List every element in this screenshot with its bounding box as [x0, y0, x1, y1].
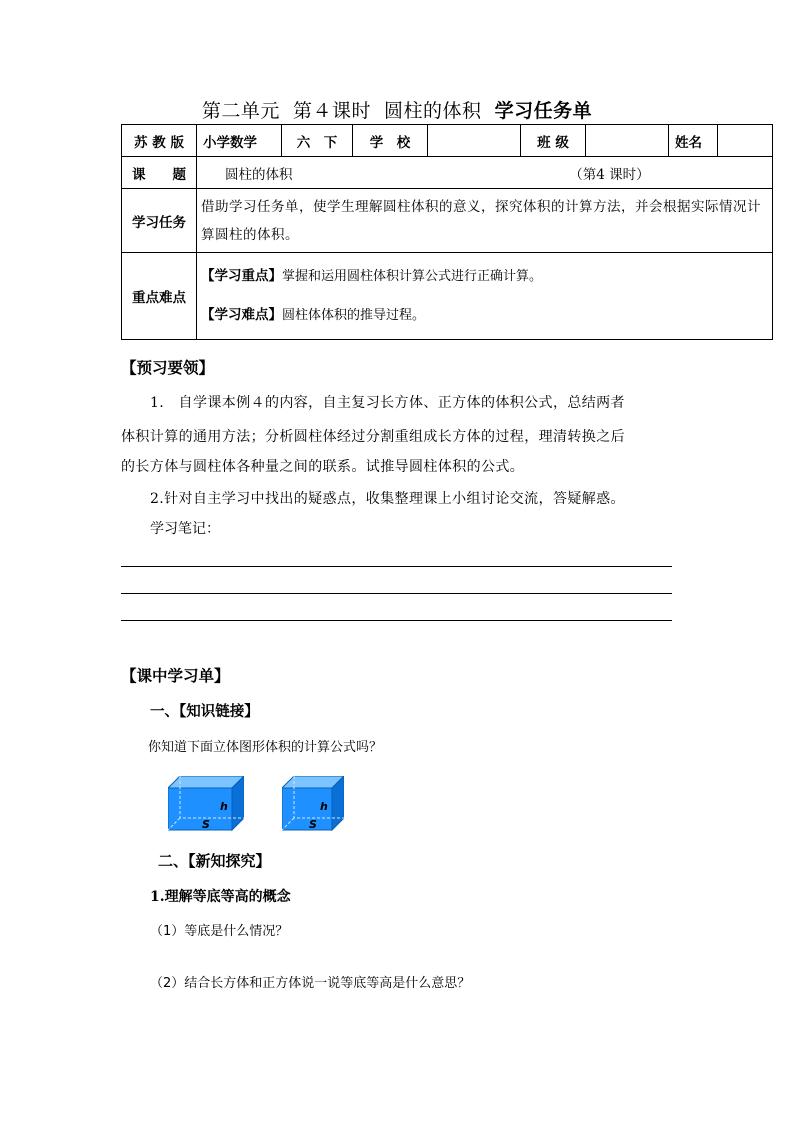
preview-item1-line2: 体积计算的通用方法；分析圆柱体经过分割重组成长方体的过程，理清转换之后	[121, 429, 625, 445]
topic-value: 圆柱的体积	[225, 166, 293, 183]
key-point-line	[201, 257, 768, 296]
sub1-heading: 1.理解等底等高的概念	[150, 889, 291, 905]
in-class-heading: 【课中学习单】	[121, 666, 230, 685]
part1-question: 你知道下面立体图形体积的计算公式吗？	[148, 740, 383, 755]
preview-heading: 【预习要领】	[121, 358, 215, 377]
cuboid-base-label: S	[202, 818, 210, 831]
key-content	[197, 253, 773, 340]
page-title	[0, 96, 794, 123]
name-label: 姓名	[669, 125, 718, 157]
subject-cell: 小学数学	[197, 125, 282, 157]
task-text: 借助学习任务单，使学生理解圆柱体积的意义，探究体积的计算方法，并会根据实际情况计算圆柱的体积。	[197, 189, 773, 253]
note-line-1[interactable]	[121, 566, 672, 567]
cuboid-top-face	[168, 776, 244, 788]
cube-base-label: S	[309, 818, 317, 831]
class-label: 班 级	[521, 125, 586, 157]
cuboid-figure-1	[168, 776, 244, 832]
class-field[interactable]	[586, 125, 669, 157]
cube-height-label: h	[320, 800, 328, 813]
topic-label: 课 题	[122, 157, 197, 189]
key-point-tag: 【学习重点】	[201, 268, 282, 284]
preview-item1-line1: 1. 自学课本例４的内容，自主复习长方体、正方体的体积公式，总结两者	[150, 395, 625, 411]
title-doc-type: 学习任务单	[494, 100, 593, 122]
part2-heading: 二、【新知探究】	[158, 852, 271, 870]
topic-value-cell	[197, 157, 773, 189]
notes-label: 学习笔记：	[150, 521, 220, 537]
name-field[interactable]	[718, 125, 773, 157]
school-field[interactable]	[428, 125, 521, 157]
cube-figure-2	[282, 776, 344, 832]
preview-item1-line3: 的长方体与圆柱体各种量之间的联系。试推导圆柱体积的公式。	[121, 459, 525, 475]
question-2: （2）结合长方体和正方体说一说等底等高是什么意思？	[150, 976, 471, 991]
part1-heading: 一、【知识链接】	[150, 703, 259, 720]
school-label: 学 校	[353, 125, 428, 157]
title-topic: 圆柱的体积	[384, 100, 482, 122]
note-line-3[interactable]	[121, 620, 672, 621]
info-table	[121, 124, 773, 340]
period-value: （第4 课时）	[569, 166, 650, 183]
difficulty-text: 圆柱体体积的推导过程。	[282, 308, 426, 323]
key-point-text: 掌握和运用圆柱体积计算公式进行正确计算。	[282, 269, 543, 284]
publisher-cell: 苏 教 版	[122, 125, 197, 157]
key-label: 重点难点	[122, 253, 197, 340]
grade-cell: 六 下	[282, 125, 353, 157]
cuboid-height-label: h	[220, 800, 228, 813]
difficulty-line	[201, 296, 768, 335]
title-lesson: 第４课时	[292, 100, 371, 122]
difficulty-tag: 【学习难点】	[201, 307, 282, 323]
note-line-2[interactable]	[121, 593, 672, 594]
question-1: （1）等底是什么情况？	[150, 924, 289, 939]
title-unit: 第二单元	[201, 100, 280, 122]
task-label: 学习任务	[122, 189, 197, 253]
preview-item2: 2.针对自主学习中找出的疑惑点，收集整理课上小组讨论交流，答疑解惑。	[150, 491, 625, 507]
